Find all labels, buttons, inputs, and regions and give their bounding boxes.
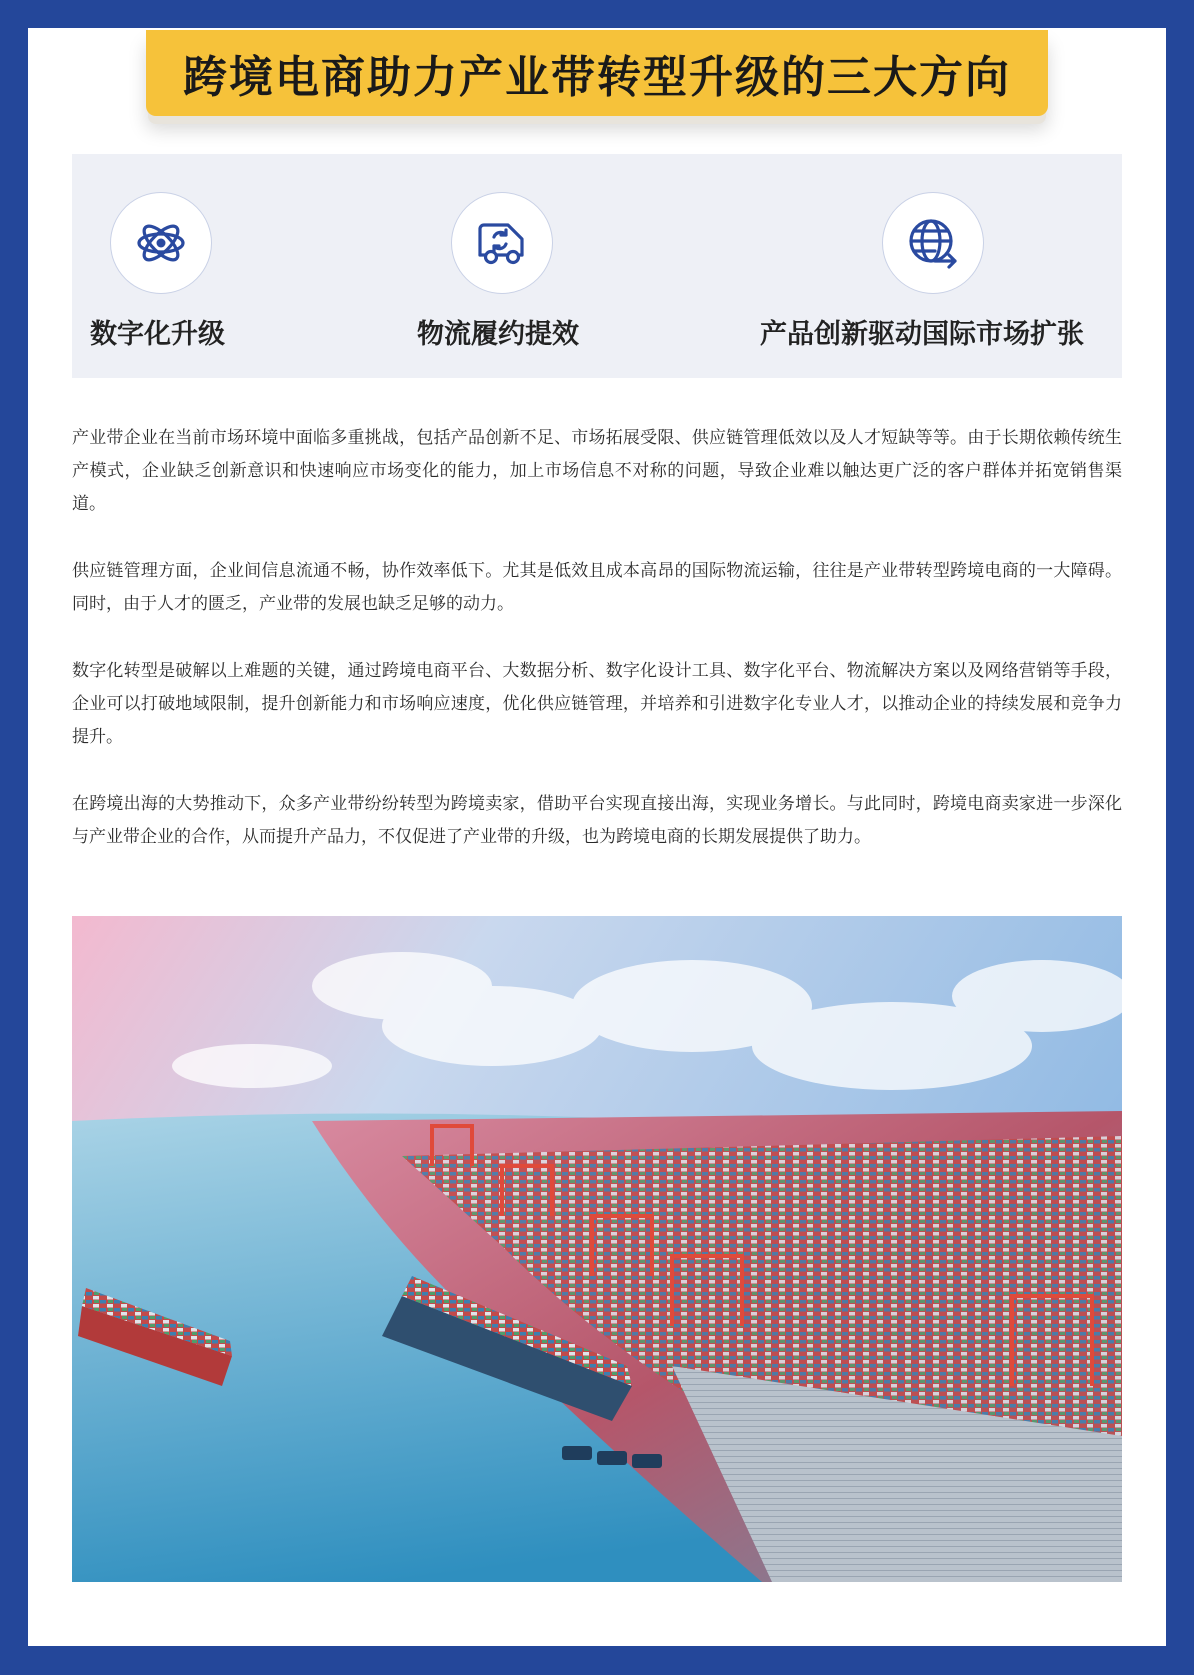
page-title: 跨境电商助力产业带转型升级的三大方向 [183, 52, 1011, 103]
page-card [28, 28, 1166, 1646]
paragraph: 供应链管理方面，企业间信息流通不畅，协作效率低下。尤其是低效且成本高昂的国际物流运输，往往是产业带转型跨境电商的一大障碍。同时，由于人才的匮乏，产业带的发展也缺乏足够的动力。 [72, 561, 1122, 614]
paragraph: 数字化转型是破解以上难题的关键，通过跨境电商平台、大数据分析、数字化设计工具、数字化平台、物流解决方案以及网络营销等手段，企业可以打破地域限制，提升创新能力和市场响应速度，优化供应链管理，并培养和引进数字化专业人才，以推动企业的持续发展和竞争力提升。 [72, 661, 1122, 747]
title-banner [146, 30, 1048, 116]
paragraph: 产业带企业在当前市场环境中面临多重挑战，包括产品创新不足、市场拓展受限、供应链管理低效以及人才短缺等等。由于长期依赖传统生产模式，企业缺乏创新意识和快速响应市场变化的能力，加上市场信息不对称的问题，导致企业难以触达更广泛的客户群体并拓宽销售渠道。 [72, 428, 1122, 514]
atom-icon [135, 217, 187, 269]
features-panel [72, 154, 1122, 378]
feature-label: 物流履约提效 [417, 319, 579, 350]
container-port-photo [72, 916, 1122, 1582]
globe-arrow-icon [905, 215, 961, 271]
feature-label: 数字化升级 [90, 319, 225, 350]
feature-label: 产品创新驱动国际市场扩张 [760, 319, 1084, 350]
article-body [72, 422, 1122, 888]
delivery-truck-icon [474, 217, 530, 269]
paragraph: 在跨境出海的大势推动下，众多产业带纷纷转型为跨境卖家，借助平台实现直接出海，实现业务增长。与此同时，跨境电商卖家进一步深化与产业带企业的合作，从而提升产品力，不仅促进了产业带的升级，也为跨境电商的长期发展提供了助力。 [72, 794, 1122, 847]
icon-badge [451, 192, 553, 294]
icon-badge [882, 192, 984, 294]
icon-badge [110, 192, 212, 294]
